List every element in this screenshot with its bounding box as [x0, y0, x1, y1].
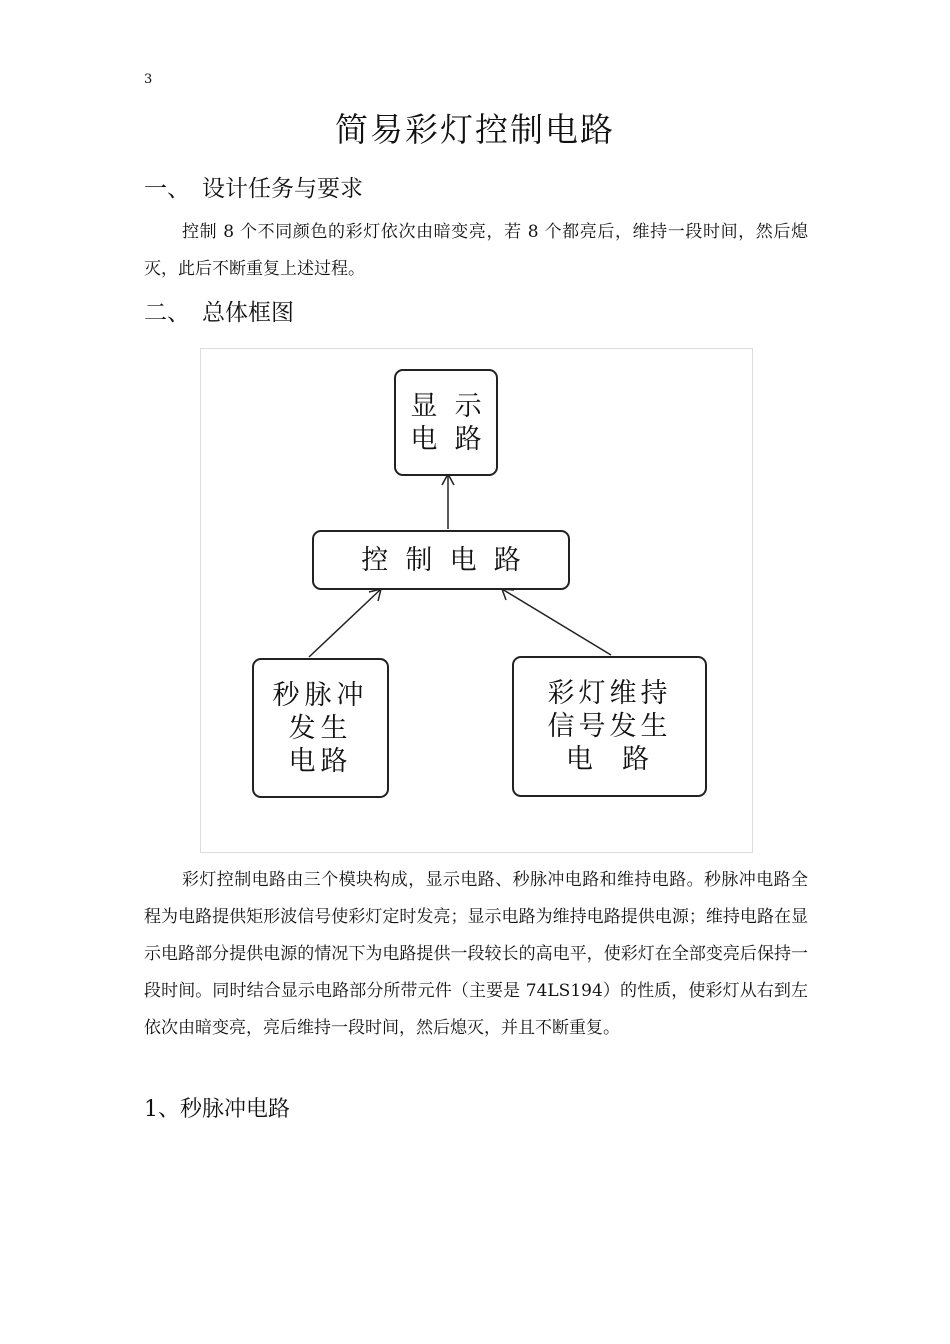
section-heading-2 — [144, 294, 294, 327]
box-label: 彩灯维持 — [547, 678, 672, 709]
box-label: 控 制 电 路 — [361, 544, 521, 576]
arrow-hold-to-control — [502, 589, 611, 655]
box-label: 电路 — [288, 745, 353, 777]
pulse-generator-box — [252, 658, 389, 798]
section-heading-1 — [144, 170, 363, 203]
paragraph-requirements: 控制 8 个不同颜色的彩灯依次由暗变亮，若 8 个都亮后，维持一段时间，然后熄灭，此后不断重复上述过程。 — [144, 222, 808, 279]
control-circuit-box — [312, 530, 570, 590]
section-number: 二、 — [144, 300, 190, 326]
document-title: 简易彩灯控制电路 — [335, 110, 615, 149]
section-label: 设计任务与要求 — [202, 176, 363, 202]
box-label: 电 路 — [565, 744, 654, 775]
box-label: 电 路 — [410, 423, 482, 455]
box-label: 秒脉冲 — [272, 679, 369, 711]
page-number: 3 — [144, 72, 153, 87]
display-circuit-box — [394, 369, 498, 476]
section-label: 总体框图 — [202, 300, 294, 326]
section-number: 一、 — [144, 176, 190, 202]
box-label: 信号发生 — [547, 711, 672, 742]
hold-signal-box — [512, 656, 707, 797]
arrow-pulse-to-control — [309, 589, 381, 657]
block-diagram — [200, 348, 753, 853]
paragraph-description: 彩灯控制电路由三个模块构成，显示电路、秒脉冲电路和维持电路。秒脉冲电路全程为电路提供矩形波信号使彩灯定时发亮；显示电路为维持电路提供电源；维持电路在显示电路部分提供电源的情况下为电路提供一段较长的高电平，使彩灯在全部变亮后保持一段时间。同时结合显示电路部分所带元件（主要是 74LS194）的性质，使彩灯从右到左依次由暗变亮，亮后维持一段时间，然后熄灭，并且不断重复。 — [144, 870, 808, 1038]
box-label: 显 示 — [410, 390, 482, 422]
box-label: 发生 — [288, 712, 353, 744]
subsection-heading: 1、秒脉冲电路 — [144, 1097, 290, 1122]
